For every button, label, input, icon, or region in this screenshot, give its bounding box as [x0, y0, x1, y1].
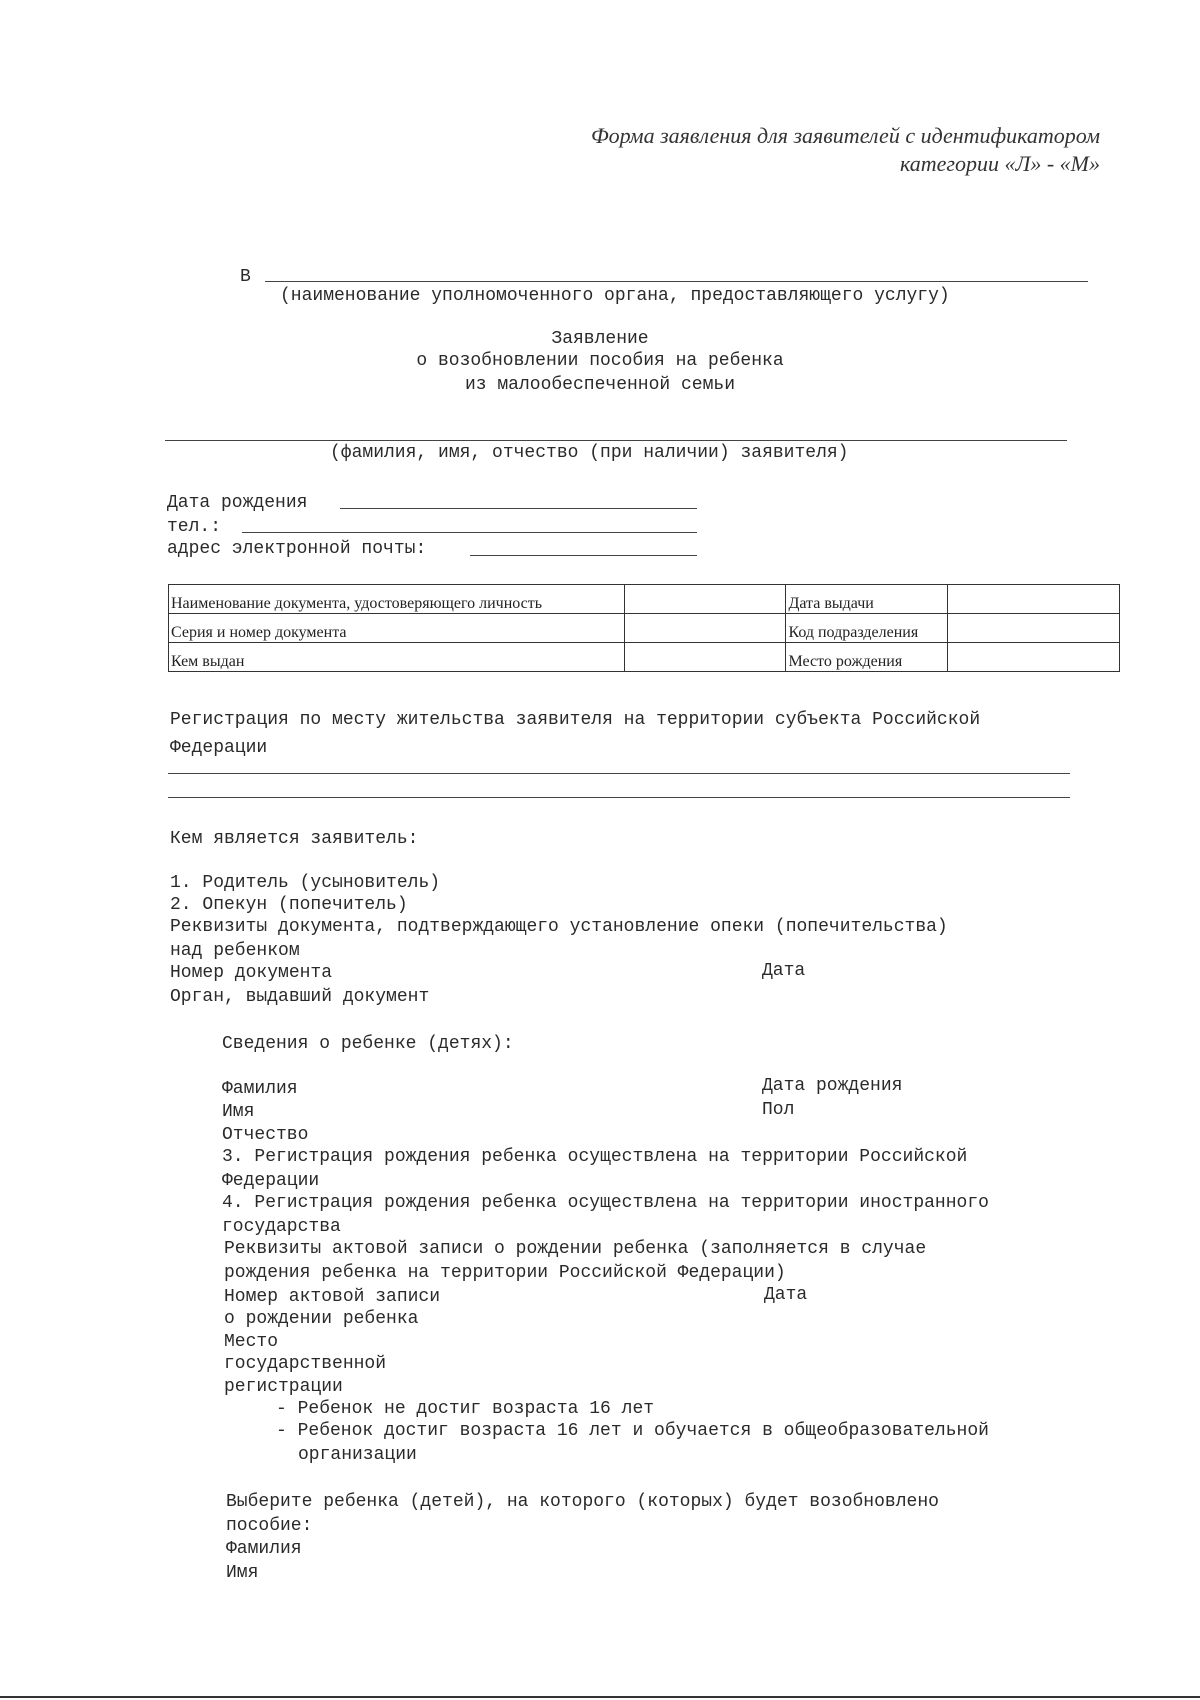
guardianship-line1 — [170, 916, 1070, 938]
department-code-value[interactable] — [948, 614, 1120, 643]
registration-field-line-2[interactable] — [168, 797, 1070, 798]
form-header-line2: категории «Л» - «М» — [899, 151, 1100, 176]
birth-date-field-line[interactable] — [340, 508, 697, 509]
department-code-label: Код подразделения — [786, 614, 948, 643]
option-over-16-student-line2: организации — [298, 1445, 417, 1465]
id-doc-name-label: Наименование документа, удостоверяющего личность — [169, 585, 625, 614]
registration-place-line1: Место — [224, 1332, 279, 1352]
applicant-name-caption: (фамилия, имя, отчество (при наличии) заявителя) — [330, 443, 849, 463]
select-child-line2: пособие: — [226, 1516, 313, 1536]
child-birth-date-label: Дата рождения — [762, 1076, 903, 1096]
option-birth-foreign-line1[interactable]: 4. Регистрация рождения ребенка осуществлена на территории иностранного — [222, 1193, 989, 1213]
id-doc-name-value[interactable] — [624, 585, 786, 614]
identity-document-table — [168, 584, 1120, 672]
child-sex-label: Пол — [762, 1100, 795, 1120]
authority-field-line[interactable] — [265, 281, 1088, 282]
phone-field-line[interactable] — [242, 532, 697, 533]
child-heading: Сведения о ребенке (детях): — [222, 1034, 514, 1054]
page-bottom-edge — [0, 1696, 1200, 1698]
title-line2: о возобновлении пособия на ребенка — [416, 351, 784, 371]
registration-field-line-1[interactable] — [168, 773, 1070, 774]
registration-place-line3: регистрации — [224, 1377, 343, 1397]
select-child-line1: Выберите ребенка (детей), на которого (которых) будет возобновлено — [226, 1492, 939, 1512]
child-name-label: Имя — [222, 1102, 255, 1122]
option-guardian[interactable]: 2. Опекун (попечитель) — [170, 895, 408, 915]
issued-by-value[interactable] — [624, 643, 786, 672]
birth-date-label: Дата рождения — [167, 493, 308, 513]
select-surname-label: Фамилия — [226, 1539, 302, 1559]
authority-caption: (наименование уполномоченного органа, предоставляющего услугу) — [280, 286, 950, 306]
email-label: адрес электронной почты: — [167, 539, 427, 559]
table-row — [169, 585, 1120, 614]
title-line3: из малообеспеченной семьи — [464, 375, 736, 395]
applicant-name-field-line[interactable] — [165, 440, 1067, 441]
record-number-label-cont: о рождении ребенка — [224, 1309, 419, 1329]
issued-by-label: Кем выдан — [169, 643, 625, 672]
child-patronymic-label: Отчество — [222, 1125, 309, 1145]
select-name-label: Имя — [226, 1563, 259, 1583]
record-date-label: Дата — [764, 1285, 808, 1305]
registration-place-line2: государственной — [224, 1354, 387, 1374]
registration-line2: Федерации — [170, 738, 268, 758]
applicant-role-heading: Кем является заявитель: — [170, 829, 419, 849]
issue-date-label: Дата выдачи — [786, 585, 948, 614]
birth-record-line1: Реквизиты актовой записи о рождении ребенка (заполняется в случае — [224, 1239, 927, 1259]
series-number-value[interactable] — [624, 614, 786, 643]
option-birth-rf-line1[interactable]: 3. Регистрация рождения ребенка осуществлена на территории Российской — [222, 1147, 968, 1167]
option-under-16[interactable]: - Ребенок не достиг возраста 16 лет — [276, 1399, 655, 1419]
phone-label: тел.: — [167, 517, 222, 537]
option-over-16-student-line1[interactable]: - Ребенок достиг возраста 16 лет и обучается в общеобразовательной — [276, 1421, 989, 1441]
birth-record-line2: рождения ребенка на территории Российской Федерации) — [224, 1263, 786, 1283]
issue-date-value[interactable] — [948, 585, 1120, 614]
table-row — [169, 643, 1120, 672]
record-number-label: Номер актовой записи — [224, 1287, 441, 1307]
form-header — [591, 122, 1100, 178]
guardian-doc-number-label: Номер документа — [170, 963, 333, 983]
series-number-label: Серия и номер документа — [169, 614, 625, 643]
guardianship-line1-text: Реквизиты документа, подтверждающего установление опеки (попечительства) — [170, 917, 948, 937]
birth-place-value[interactable] — [948, 643, 1120, 672]
option-parent[interactable]: 1. Родитель (усыновитель) — [170, 873, 441, 893]
title-line1: Заявление — [551, 329, 649, 349]
option-birth-rf-line2: Федерации — [222, 1171, 320, 1191]
authority-prefix: В — [240, 267, 251, 287]
table-row — [169, 614, 1120, 643]
birth-place-label: Место рождения — [786, 643, 948, 672]
guardianship-line2: над ребенком — [170, 941, 300, 961]
guardian-doc-date-label: Дата — [762, 961, 806, 981]
form-header-line1: Форма заявления для заявителей с идентификатором — [590, 123, 1100, 148]
registration-line1: Регистрация по месту жительства заявителя на территории субъекта Российской — [170, 710, 981, 730]
child-surname-label: Фамилия — [222, 1079, 298, 1099]
guardian-doc-issuer-label: Орган, выдавший документ — [170, 987, 430, 1007]
email-field-line[interactable] — [470, 555, 697, 556]
option-birth-foreign-line2: государства — [222, 1217, 341, 1237]
